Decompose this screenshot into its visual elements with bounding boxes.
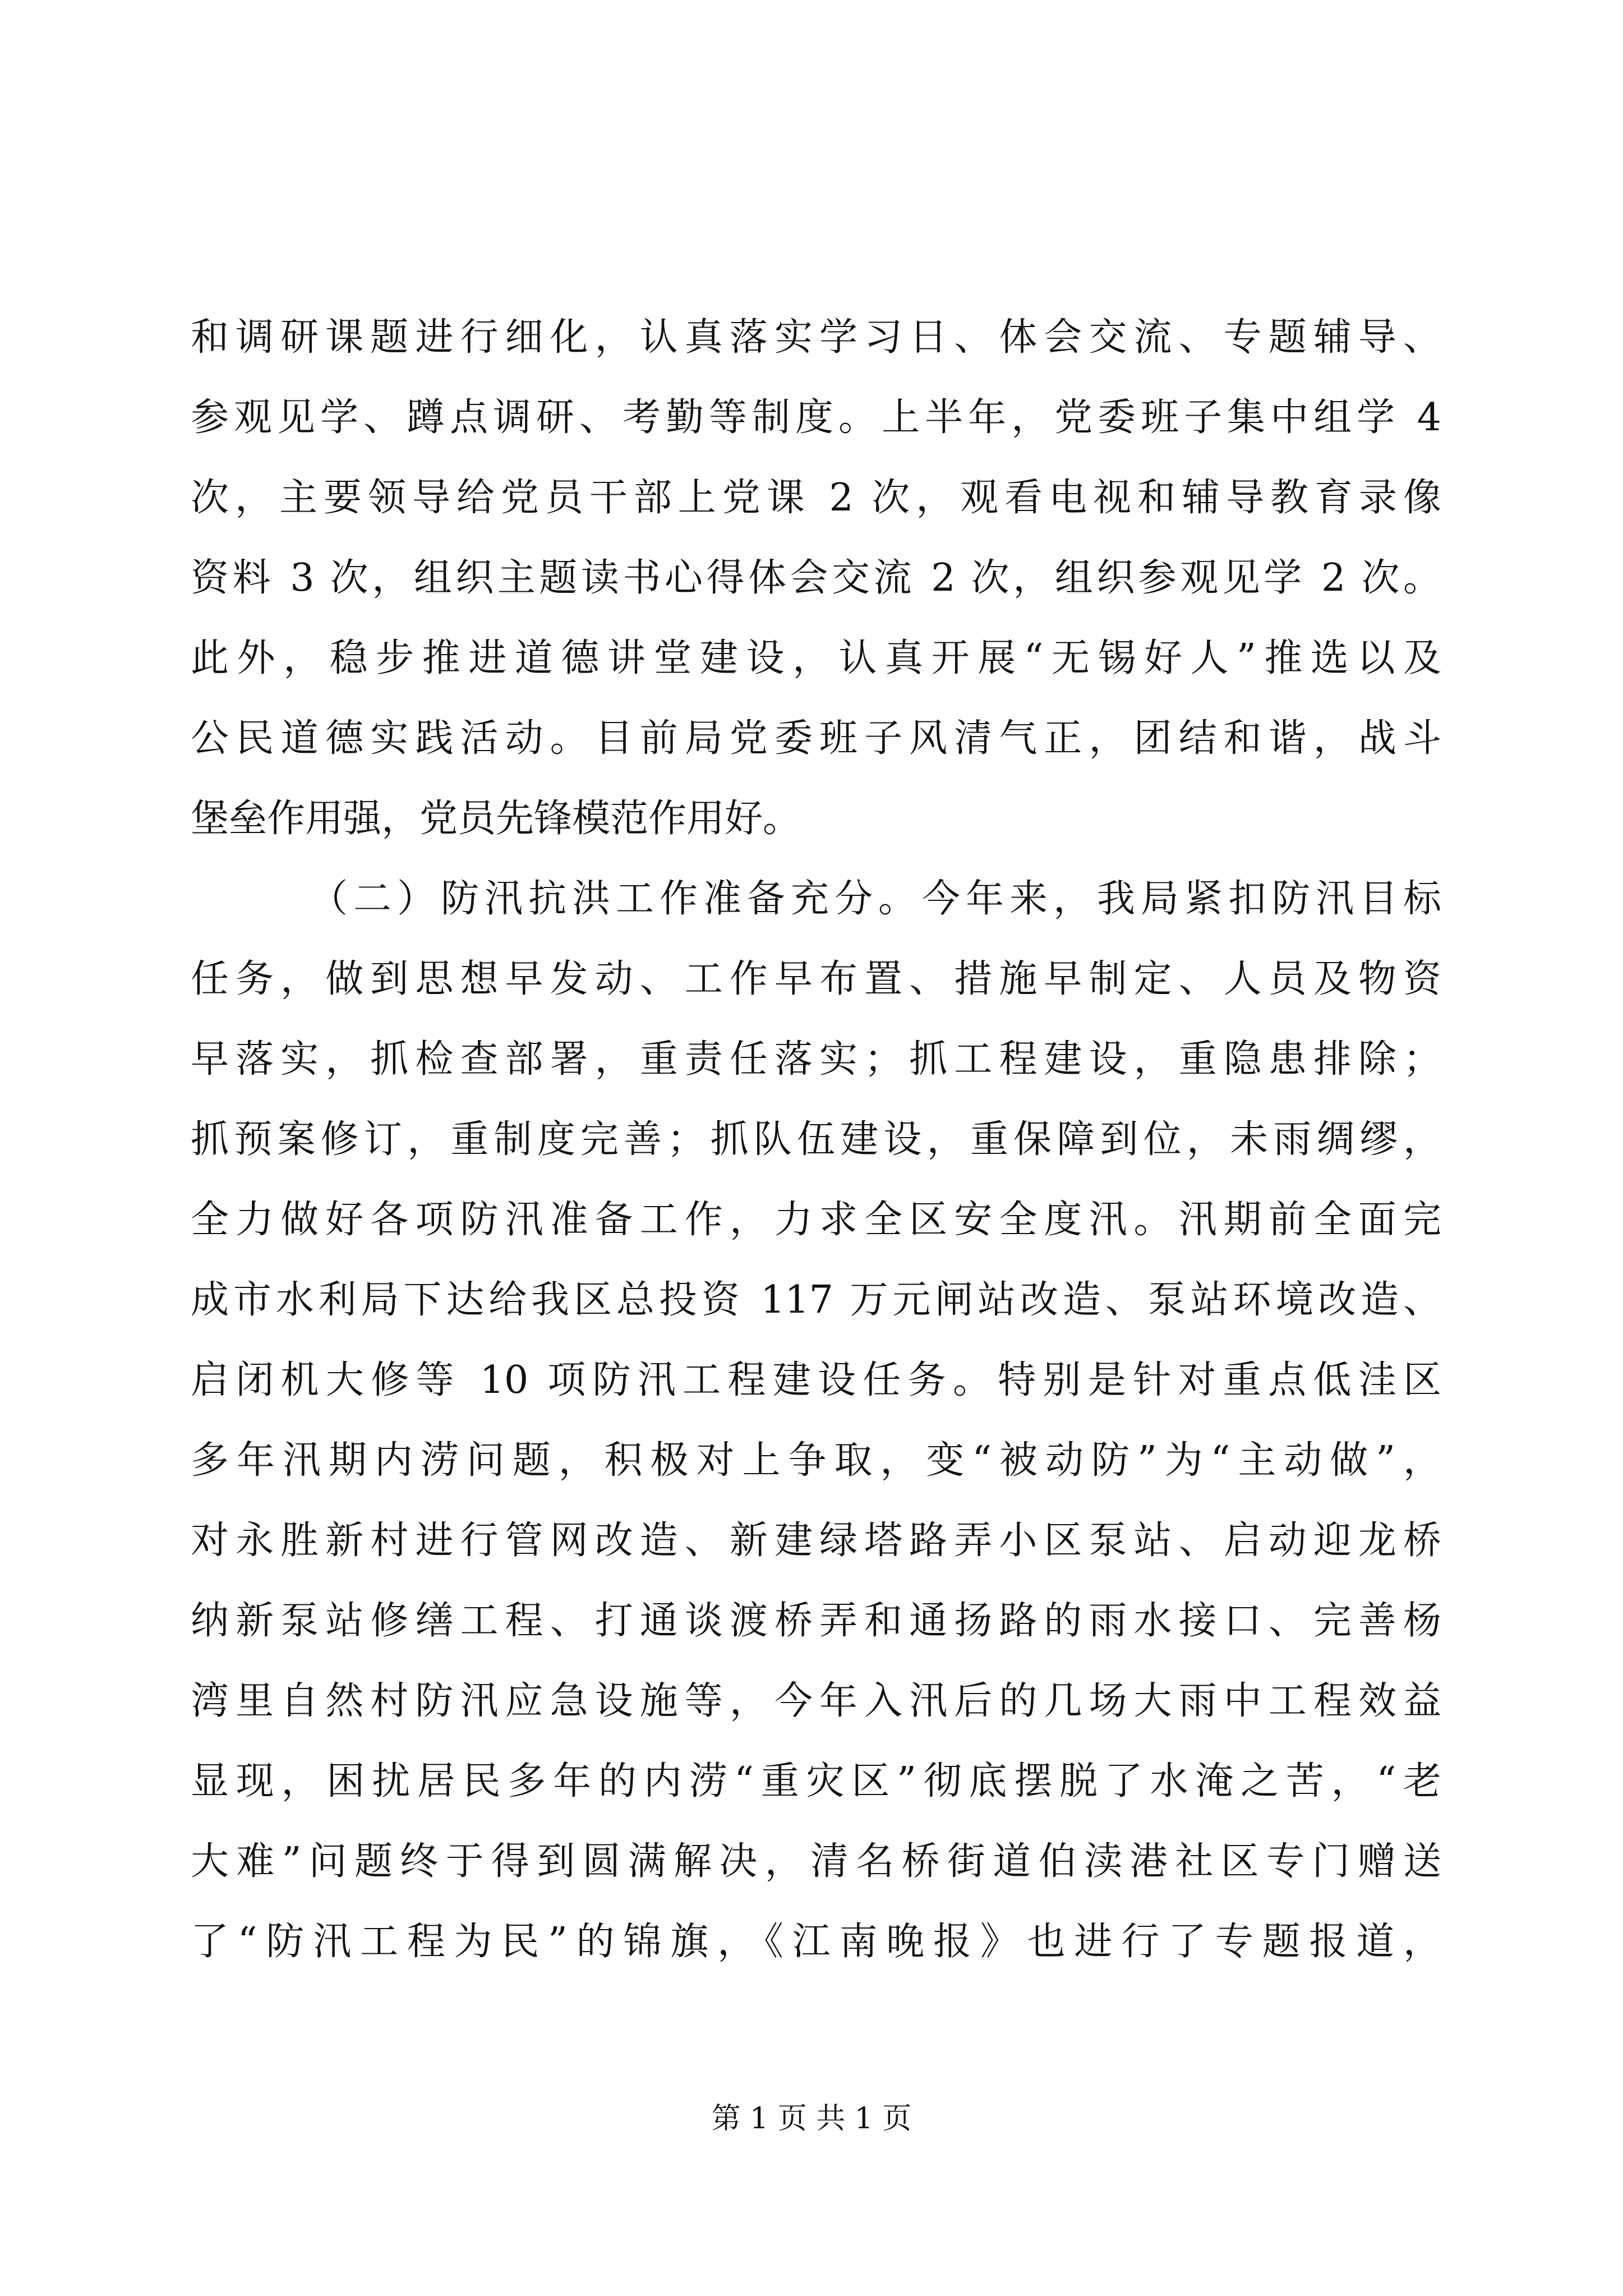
paragraph1-line: 参观见学、蹲点调研、考勤等制度。上半年，党委班子集中组学 4	[191, 395, 1441, 440]
paragraph2-line: 湾里自然村防汛应急设施等，今年入汛后的几场大雨中工程效益	[191, 1679, 1441, 1723]
paragraph2-line: 成市水利局下达给我区总投资 117 万元闸站改造、泵站环境改造、	[191, 1278, 1441, 1322]
paragraph2-line: 抓预案修订，重制度完善；抓队伍建设，重保障到位，未雨绸缪，	[191, 1117, 1441, 1162]
page-number-label: 第 1 页 共 1 页	[711, 2102, 912, 2136]
paragraph1-line: 次，主要领导给党员干部上党课 2 次，观看电视和辅导教育录像	[191, 476, 1441, 520]
paragraph1-line: 堡垒作用强，党员先锋模范作用好。	[191, 797, 801, 841]
paragraph2-line: （二）防汛抗洪工作准备充分。今年来，我局紧扣防汛目标	[310, 877, 1441, 921]
paragraph2-line: 多年汛期内涝问题，积极对上争取，变“被动防”为“主动做”，	[191, 1438, 1441, 1483]
page-footer	[0, 2099, 1623, 2138]
paragraph2-line: 纳新泵站修缮工程、打通谈渡桥弄和通扬路的雨水接口、完善杨	[191, 1599, 1441, 1643]
paragraph1-line: 资料 3 次，组织主题读书心得体会交流 2 次，组织参观见学 2 次。	[191, 556, 1441, 600]
paragraph2-line: 大难”问题终于得到圆满解决，清名桥街道伯渎港社区专门赠送	[191, 1839, 1441, 1884]
paragraph1-line: 此外，稳步推进道德讲堂建设，认真开展“无锡好人”推选以及	[191, 636, 1441, 680]
paragraph2-line: 全力做好各项防汛准备工作，力求全区安全度汛。汛期前全面完	[191, 1198, 1441, 1242]
paragraph1-line: 和调研课题进行细化，认真落实学习日、体会交流、专题辅导、	[191, 315, 1441, 360]
paragraph2-line: 对永胜新村进行管网改造、新建绿塔路弄小区泵站、启动迎龙桥	[191, 1519, 1441, 1563]
paragraph1-line: 公民道德实践活动。目前局党委班子风清气正，团结和谐，战斗	[191, 716, 1441, 761]
paragraph2-line: 显现，困扰居民多年的内涝“重灾区”彻底摆脱了水淹之苦，“老	[191, 1759, 1441, 1803]
body-text	[191, 297, 1441, 1982]
paragraph2-line: 了“防汛工程为民”的锦旗，《江南晚报》也进行了专题报道，	[191, 1920, 1441, 1964]
paragraph2-line: 早落实，抓检查部署，重责任落实；抓工程建设，重隐患排除；	[191, 1037, 1441, 1082]
paragraph2-line: 任务，做到思想早发动、工作早布置、措施早制定、人员及物资	[191, 957, 1441, 1001]
paragraph2-line: 启闭机大修等 10 项防汛工程建设任务。特别是针对重点低洼区	[191, 1358, 1441, 1402]
